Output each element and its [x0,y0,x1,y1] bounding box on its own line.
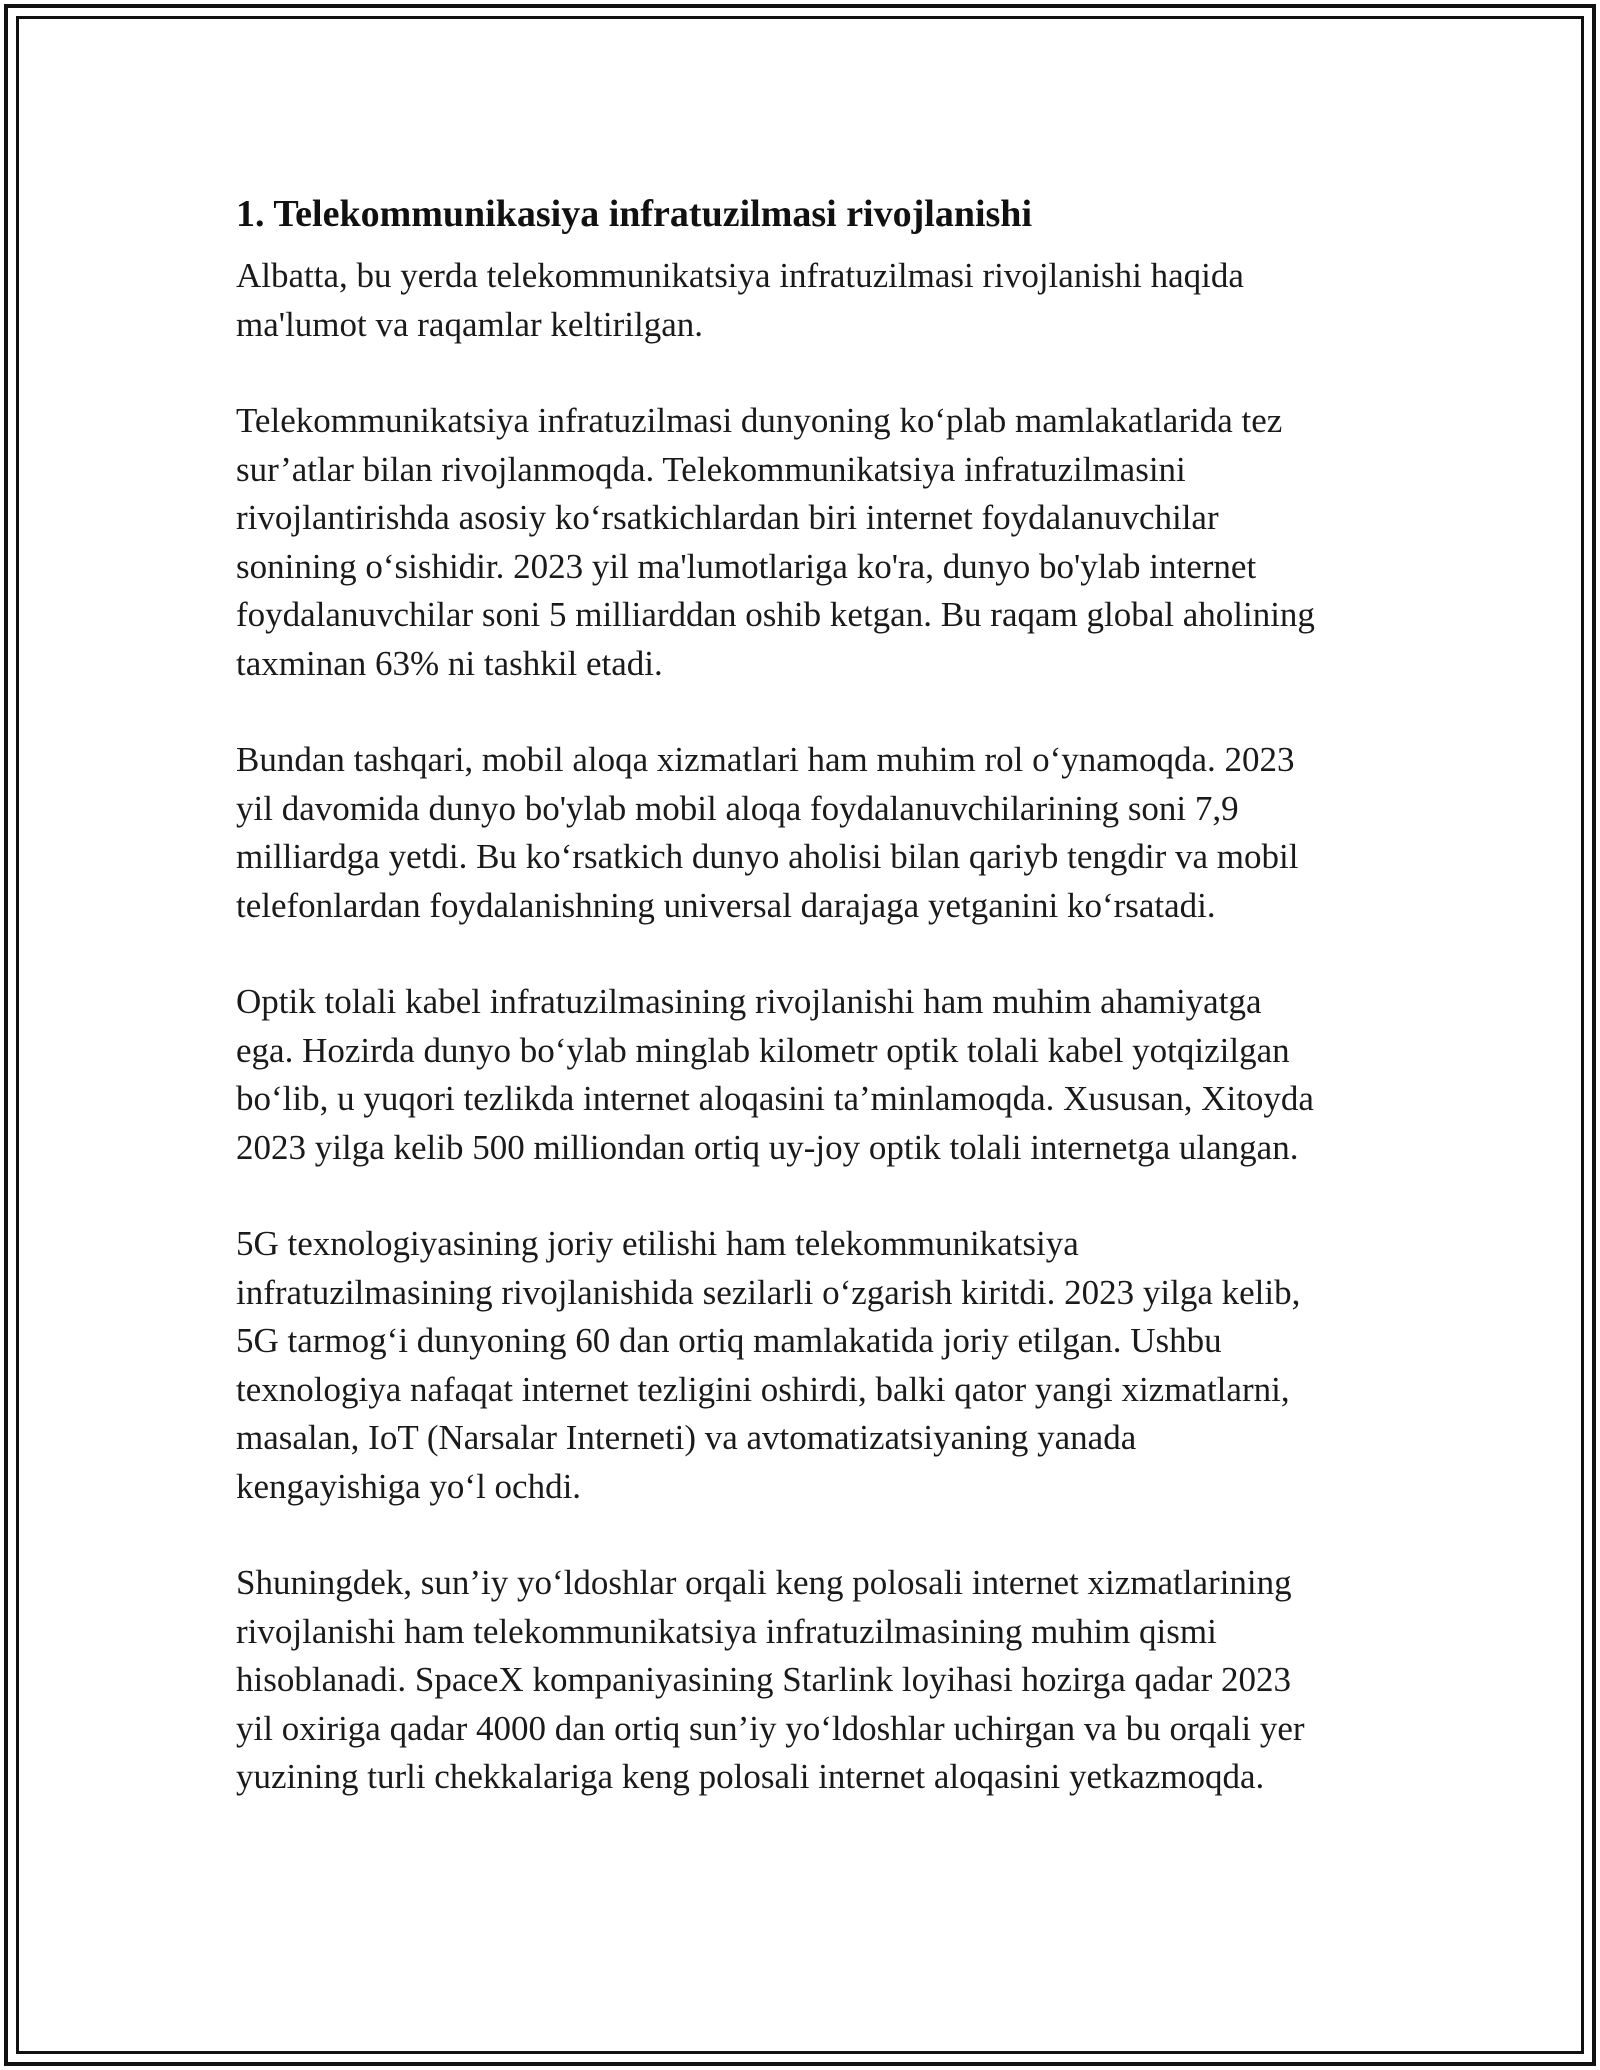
text-line: hisoblanadi. SpaceX kompaniyasining Starlink loyihasi hozirga qadar 2023 [236,1660,1291,1699]
text-line: texnologiya nafaqat internet tezligini oshirdi, balki qator yangi xizmatlarni, [236,1369,1290,1409]
text-line: yil oxiriga qadar 4000 dan ortiq sun’iy yo‘ldoshlar uchirgan va bu orqali yer [236,1708,1305,1748]
text-line: foydalanuvchilar soni 5 milliarddan oshib ketgan. Bu raqam global aholining [236,595,1315,634]
paragraph-optical-fiber [236,978,1396,1172]
text-line: telefonlardan foydalanishning universal darajaga yetganini ko‘rsatadi. [236,885,1216,925]
paragraph-mobile [236,736,1396,930]
text-line: rivojlantirishda asosiy ko‘rsatkichlardan biri internet foydalanuvchilar [236,498,1219,537]
text-line: yuzining turli chekkalariga keng polosali internet aloqasini yetkazmoqda. [236,1757,1265,1796]
text-line: ma'lumot va raqamlar keltirilgan. [236,304,703,344]
text-line: sur’atlar bilan rivojlanmoqda. Telekommunikatsiya infratuzilmasini [236,449,1186,489]
text-line: milliardga yetdi. Bu ko‘rsatkich dunyo aholisi bilan qariyb tengdir va mobil [236,837,1299,876]
text-line: Shuningdek, sun’iy yo‘ldoshlar orqali keng polosali internet xizmatlarining [236,1563,1292,1602]
text-line: yil davomida dunyo bo'ylab mobil aloqa foydalanuvchilarining soni 7,9 [236,788,1239,828]
text-line: sonining o‘sishidir. 2023 yil ma'lumotlariga ko'ra, dunyo bo'ylab internet [236,546,1257,586]
text-line: 5G tarmog‘i dunyoning 60 dan ortiq mamlakatida joriy etilgan. Ushbu [236,1321,1222,1360]
text-line: kengayishiga yo‘l ochdi. [236,1466,582,1506]
section-heading: 1. Telekommunikasiya infratuzilmasi rivojlanishi [236,193,1032,235]
text-line: masalan, IoT (Narsalar Interneti) va avtomatizatsiyaning yanada [236,1418,1137,1457]
text-line: ega. Hozirda dunyo bo‘ylab minglab kilometr optik tolali kabel yotqizilgan [236,1030,1290,1070]
paragraph-5g [236,1220,1396,1511]
text-line: Telekommunikatsiya infratuzilmasi dunyoning ko‘plab mamlakatlarida tez [236,401,1283,440]
text-line: Albatta, bu yerda telekommunikatsiya infratuzilmasi rivojlanishi haqida [236,256,1244,295]
text-line: Bundan tashqari, mobil aloqa xizmatlari ham muhim rol o‘ynamoqda. 2023 [236,740,1295,779]
paragraph-internet-users [236,397,1396,688]
text-line: rivojlanishi ham telekommunikatsiya infratuzilmasining muhim qismi [236,1611,1217,1651]
text-line: Optik tolali kabel infratuzilmasining rivojlanishi ham muhim ahamiyatga [236,982,1262,1021]
document-body [236,186,1396,1850]
text-line: 2023 yilga kelib 500 milliondan ortiq uy-joy optik tolali internetga ulangan. [236,1127,1299,1167]
text-line: 5G texnologiyasining joriy etilishi ham telekommunikatsiya [236,1224,1079,1263]
paragraph-satellite [236,1559,1396,1802]
paragraph-intro [236,252,1396,349]
text-line: infratuzilmasining rivojlanishida sezilarli o‘zgarish kiritdi. 2023 yilga kelib, [236,1272,1301,1312]
text-line: bo‘lib, u yuqori tezlikda internet aloqasini ta’minlamoqda. Xususan, Xitoyda [236,1079,1314,1118]
text-line: taxminan 63% ni tashkil etadi. [236,643,663,683]
